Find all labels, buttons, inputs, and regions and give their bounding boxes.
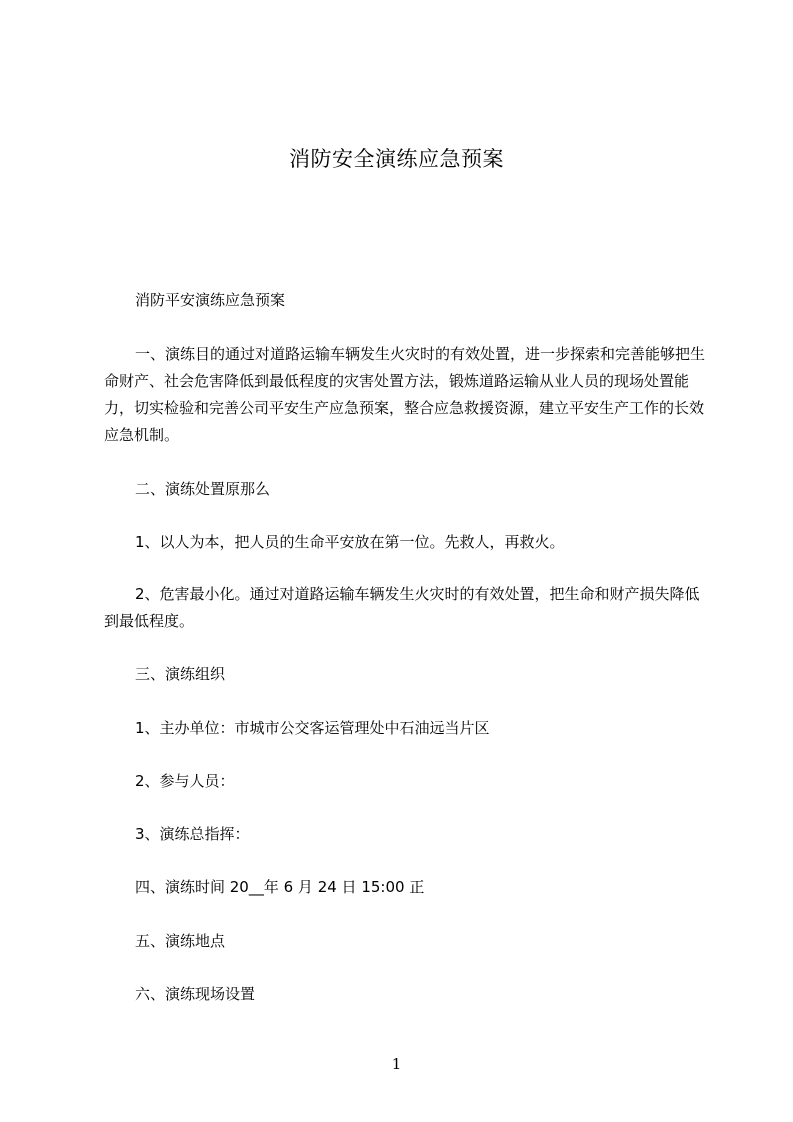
document-title: 消防安全演练应急预案	[289, 147, 504, 171]
site-setup-heading: 六、演练现场设置	[135, 985, 256, 1003]
purpose-paragraph: 一、演练目的通过对道路运输车辆发生火灾时的有效处置，进一步探索和完善能够把生命财产、社会危害降低到最低程度的灾害处置方法，锻炼道路运输从业人员的现场处置能力，切实检验和完善公司平安生产应急预案，整合应急救援资源，建立平安生产工作的长效应急机制。	[104, 345, 706, 444]
principle-2-paragraph: 2、危害最小化。通过对道路运输车辆发生火灾时的有效处置，把生命和财产损失降低到最低程度。	[104, 585, 700, 630]
principles-heading: 二、演练处置原那么	[135, 480, 271, 498]
organization-heading: 三、演练组织	[135, 665, 226, 683]
drill-time-paragraph: 四、演练时间 20__年 6 月 24 日 15:00 正	[135, 878, 425, 896]
subtitle-paragraph: 消防平安演练应急预案	[135, 291, 286, 309]
page-number: 1	[391, 1055, 402, 1073]
drill-location-heading: 五、演练地点	[135, 932, 226, 950]
participants-paragraph: 2、参与人员：	[135, 772, 235, 790]
principle-1-paragraph: 1、以人为本，把人员的生命平安放在第一位。先救人，再救火。	[135, 533, 565, 551]
organizer-paragraph: 1、主办单位：市城市公交客运管理处中石油远当片区	[135, 719, 490, 737]
commander-paragraph: 3、演练总指挥：	[135, 825, 250, 843]
